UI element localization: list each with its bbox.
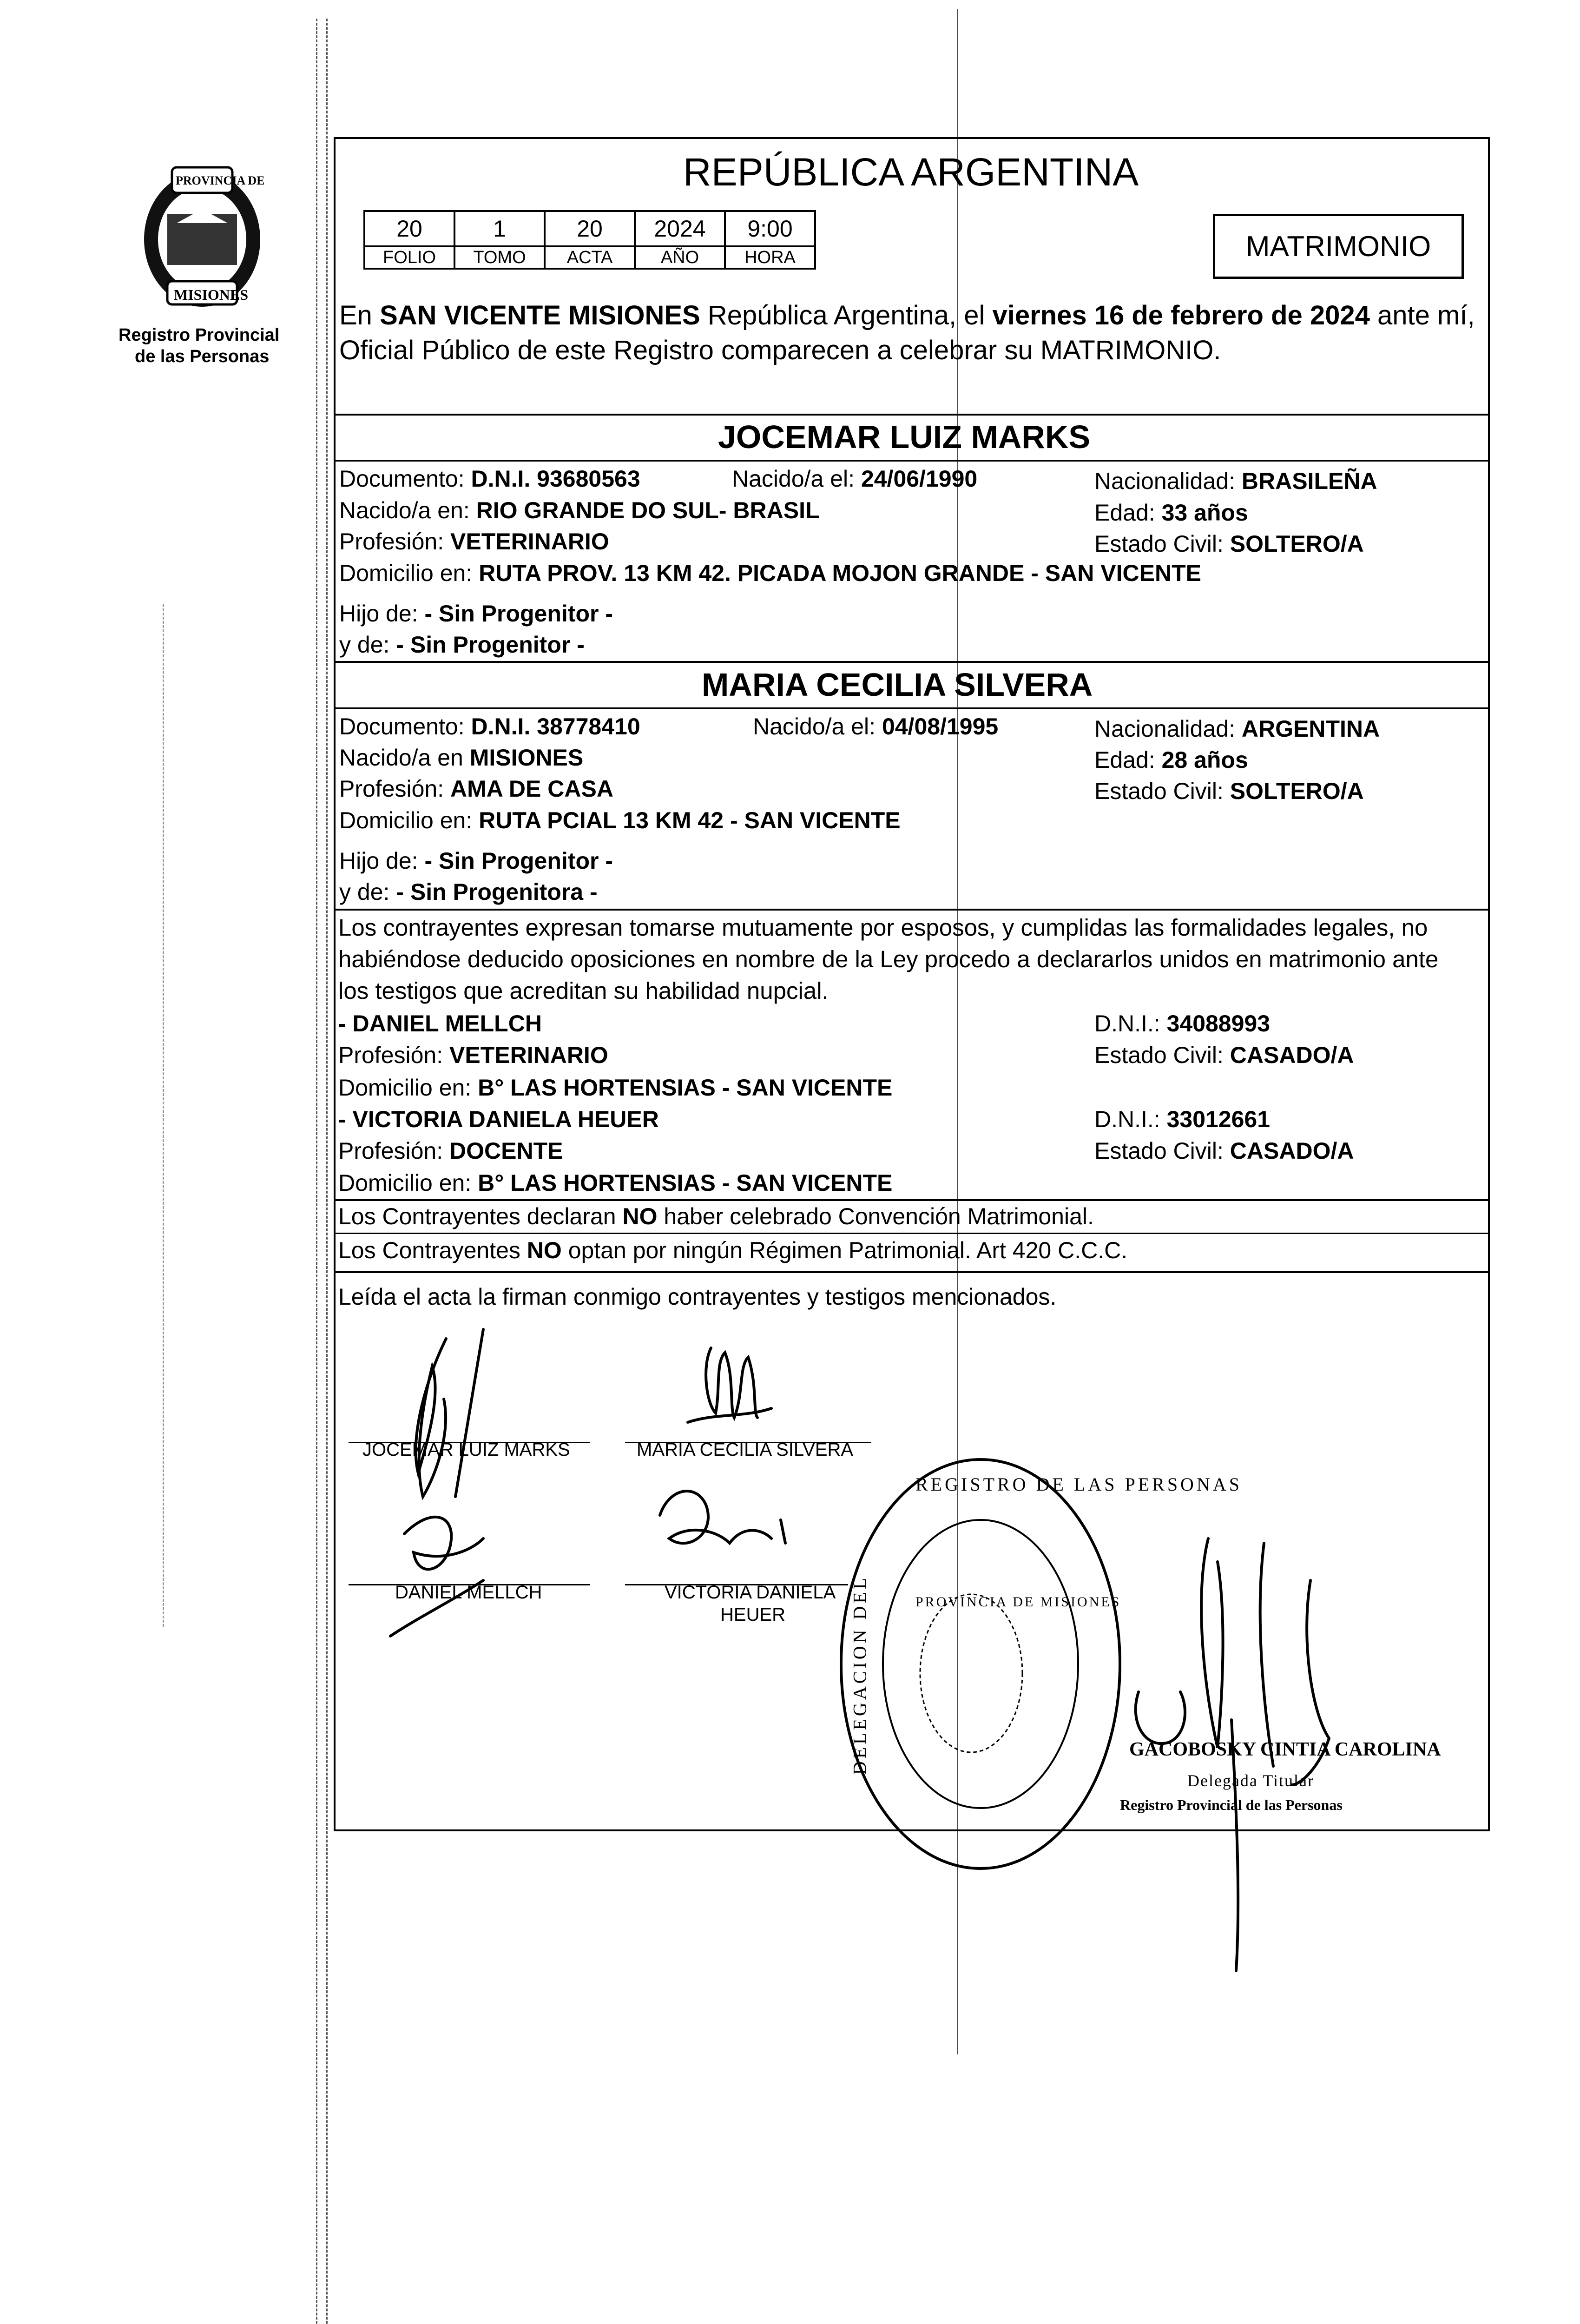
intro-line2: Oficial Público de este Registro comparecen a celebrar su MATRIMONIO. (339, 335, 1221, 365)
spouse1-age-value: 33 años (1161, 500, 1248, 526)
witness1-prof-label: Profesión: (338, 1042, 450, 1068)
witness1-profession (338, 1043, 608, 1067)
spouse1-mother-label: y de: (339, 632, 396, 658)
regime-line2 (338, 1239, 1127, 1262)
intro-line1 (339, 302, 1475, 329)
spouse1-mother (339, 633, 585, 656)
regime-line2-no: NO (527, 1237, 562, 1263)
spouse2-father-value: - Sin Progenitor - (424, 848, 613, 874)
spouse2-doc-label: Documento: (339, 713, 471, 739)
witness2-name: - VICTORIA DANIELA HEUER (338, 1106, 659, 1132)
witness1-dni-value: 34088993 (1166, 1010, 1271, 1037)
spouse1-age (1094, 501, 1248, 524)
year-label: AÑO (635, 246, 725, 269)
regime-line2-text: Los Contrayentes (338, 1237, 527, 1263)
spouse2-mother-label: y de: (339, 879, 396, 905)
acta-label: ACTA (545, 246, 635, 269)
margin-dashed-line-outer (163, 604, 165, 1627)
spouse1-father-value: - Sin Progenitor - (424, 601, 613, 627)
intro-date: viernes 16 de febrero de 2024 (992, 300, 1370, 330)
witness2-prof: DOCENTE (449, 1138, 563, 1164)
margin-dashed-line-left (316, 19, 319, 2324)
witness2-dni (1094, 1108, 1270, 1131)
seal-text-left: DELEGACION DEL (849, 1575, 870, 1775)
tomo-label: TOMO (454, 246, 545, 269)
spouse2-born (753, 715, 998, 738)
act-type-box (1213, 214, 1464, 279)
spouse2-address (339, 809, 901, 832)
witness2-dni-value: 33012661 (1166, 1106, 1271, 1132)
signature-label-4b: HEUER (720, 1604, 786, 1625)
spouse1-born-date: 24/06/1990 (861, 466, 978, 492)
act-type-label: MATRIMONIO (1245, 230, 1431, 263)
witness1-dni-label: D.N.I.: (1094, 1010, 1167, 1037)
witness1-dni (1094, 1012, 1270, 1035)
divider-regime-2 (334, 1233, 1490, 1234)
spouse2-father (339, 849, 613, 872)
year-value: 2024 (635, 211, 725, 246)
spouse1-document (339, 467, 640, 490)
spouse2-doc: D.N.I. 38778410 (471, 713, 640, 739)
logo-text-bottom: MISIONES (174, 286, 249, 303)
spouse2-father-label: Hijo de: (339, 848, 425, 874)
spouse2-civil-label: Estado Civil: (1094, 778, 1230, 804)
spouse1-place: RIO GRANDE DO SUL- BRASIL (476, 497, 820, 523)
spouse2-addr: RUTA PCIAL 13 KM 42 - SAN VICENTE (479, 807, 901, 833)
hour-value: 9:00 (725, 211, 815, 246)
spouse1-father (339, 602, 613, 625)
signature-label-4a: VICTORIA DANIELA (665, 1582, 836, 1603)
spouse2-age (1094, 748, 1248, 772)
spouse1-name-underline (334, 460, 1490, 462)
spouse1-addr: RUTA PROV. 13 KM 42. PICADA MOJON GRANDE - SAN VICENTE (479, 560, 1201, 586)
signature-label-3: DANIEL MELLCH (395, 1582, 542, 1603)
spouse2-civil-status (1094, 779, 1364, 803)
spouse1-address (339, 561, 1201, 585)
acta-value: 20 (545, 211, 635, 246)
margin-dashed-line-right (326, 19, 329, 2324)
declaration-line1: Los contrayentes expresan tomarse mutuamente por esposos, y cumplidas las formalidades legales, no (338, 914, 1428, 941)
divider-closing (334, 1271, 1490, 1273)
spouse2-name-underline (334, 707, 1490, 709)
spouse2-place: MISIONES (469, 745, 584, 771)
document-title: REPÚBLICA ARGENTINA (683, 150, 1139, 194)
spouse2-nat: ARGENTINA (1241, 716, 1380, 742)
signature-label-1: JOCEMAR LUIZ MARKS (362, 1439, 570, 1460)
regime-line1-rest: haber celebrado Convención Matrimonial. (657, 1203, 1094, 1229)
province-seal-logo (135, 158, 270, 311)
divider-spouse1 (334, 414, 1490, 416)
witness2-addr-label: Domicilio en: (338, 1170, 478, 1196)
witness1-civil-label: Estado Civil: (1094, 1042, 1230, 1068)
spouse2-born-label: Nacido/a el: (753, 713, 882, 739)
witness2-address (338, 1171, 892, 1195)
spouse1-born (732, 467, 977, 490)
spouse1-profession (339, 530, 609, 553)
witness2-addr: B° LAS HORTENSIAS - SAN VICENTE (478, 1170, 893, 1196)
signature-label-2: MARIA CECILIA SILVERA (637, 1439, 854, 1460)
witness2-civil-status (1094, 1139, 1354, 1162)
spouse2-place-label: Nacido/a en (339, 745, 470, 771)
divider-regime (334, 1199, 1490, 1201)
tomo-value: 1 (454, 211, 545, 246)
folio-label: FOLIO (364, 246, 454, 269)
registry-table (363, 210, 816, 270)
spouse2-mother (339, 880, 598, 904)
official-name-stamp: GACOBOSKY CINTIA CAROLINA (1129, 1739, 1441, 1760)
intro-text-3: ante mí, (1369, 300, 1475, 330)
witness2-dni-label: D.N.I.: (1094, 1106, 1167, 1132)
spouse1-age-label: Edad: (1094, 500, 1162, 526)
regime-line1-text: Los Contrayentes declaran (338, 1203, 623, 1229)
spouse1-prof: VETERINARIO (450, 528, 609, 555)
spouse1-birthplace (339, 499, 820, 522)
spouse2-nationality (1094, 717, 1380, 740)
witness2-profession (338, 1139, 563, 1162)
declaration-line2: habiéndose deducido oposiciones en nombre de la Ley procedo a declararlos unidos en matrimonio ante (338, 946, 1439, 972)
divider-spouse2 (334, 661, 1490, 663)
spouse1-father-label: Hijo de: (339, 601, 425, 627)
spouse1-doc-label: Documento: (339, 466, 471, 492)
spouse1-civil-status (1094, 532, 1364, 555)
hour-label: HORA (725, 246, 815, 269)
regime-line1 (338, 1205, 1094, 1228)
intro-text-2: República Argentina, el (700, 300, 993, 330)
declaration-line3: los testigos que acreditan su habilidad nupcial. (338, 977, 829, 1004)
spouse1-prof-label: Profesión: (339, 528, 451, 555)
spouse1-nat: BRASILEÑA (1241, 468, 1377, 494)
spouse2-age-label: Edad: (1094, 747, 1162, 773)
spouse2-name: MARIA CECILIA SILVERA (702, 667, 1093, 703)
spouse2-nat-label: Nacionalidad: (1094, 716, 1242, 742)
spouse1-civil-label: Estado Civil: (1094, 531, 1230, 557)
spouse2-civil: SOLTERO/A (1230, 778, 1364, 804)
logo-caption-line1: Registro Provincial (118, 325, 280, 345)
spouse1-mother-value: - Sin Progenitor - (396, 632, 585, 658)
witness1-prof: VETERINARIO (449, 1042, 608, 1068)
spouse2-prof-label: Profesión: (339, 776, 451, 802)
spouse2-profession (339, 777, 613, 800)
witness1-civil-status (1094, 1043, 1354, 1067)
spouse2-prof: AMA DE CASA (450, 776, 613, 802)
regime-line2-rest: optan por ningún Régimen Patrimonial. Art 420 C.C.C. (561, 1237, 1128, 1263)
spouse2-addr-label: Domicilio en: (339, 807, 479, 833)
spouse1-name: JOCEMAR LUIZ MARKS (718, 419, 1091, 455)
spouse1-place-label: Nacido/a en: (339, 497, 476, 523)
intro-text: En (339, 300, 380, 330)
logo-caption-line2: de las Personas (135, 347, 270, 366)
witness2-civil-label: Estado Civil: (1094, 1138, 1230, 1164)
witness1-addr: B° LAS HORTENSIAS - SAN VICENTE (478, 1075, 893, 1101)
seal-text-outer: REGISTRO DE LAS PERSONAS (915, 1474, 1242, 1495)
witness2-civil: CASADO/A (1230, 1138, 1354, 1164)
spouse1-nationality (1094, 469, 1377, 493)
witness2-prof-label: Profesión: (338, 1138, 450, 1164)
closing-text: Leída el acta la firman conmigo contrayentes y testigos mencionados. (338, 1284, 1057, 1310)
divider-declaration (334, 909, 1490, 911)
spouse2-birthplace (339, 746, 583, 769)
spouse1-nat-label: Nacionalidad: (1094, 468, 1242, 494)
logo-text-top: PROVINCIA DE (176, 174, 265, 187)
spouse2-document (339, 715, 640, 738)
witness1-name: - DANIEL MELLCH (338, 1010, 542, 1037)
official-title-stamp: Delegada Titular (1187, 1771, 1314, 1790)
seal-text-inner: PROVINCIA DE MISIONES (915, 1594, 1121, 1610)
spouse2-age-value: 28 años (1161, 747, 1248, 773)
witness1-address (338, 1076, 892, 1099)
spouse2-born-date: 04/08/1995 (882, 713, 999, 739)
spouse1-doc: D.N.I. 93680563 (471, 466, 640, 492)
regime-line1-no: NO (622, 1203, 658, 1229)
intro-place: SAN VICENTE MISIONES (380, 300, 700, 330)
spouse1-civil: SOLTERO/A (1230, 531, 1364, 557)
spouse2-mother-value: - Sin Progenitora - (396, 879, 598, 905)
folio-value: 20 (364, 211, 454, 246)
official-office-stamp: Registro Provincial de las Personas (1120, 1796, 1343, 1813)
witness1-addr-label: Domicilio en: (338, 1075, 478, 1101)
spouse1-addr-label: Domicilio en: (339, 560, 479, 586)
witness1-civil: CASADO/A (1230, 1042, 1354, 1068)
spouse1-born-label: Nacido/a el: (732, 466, 861, 492)
